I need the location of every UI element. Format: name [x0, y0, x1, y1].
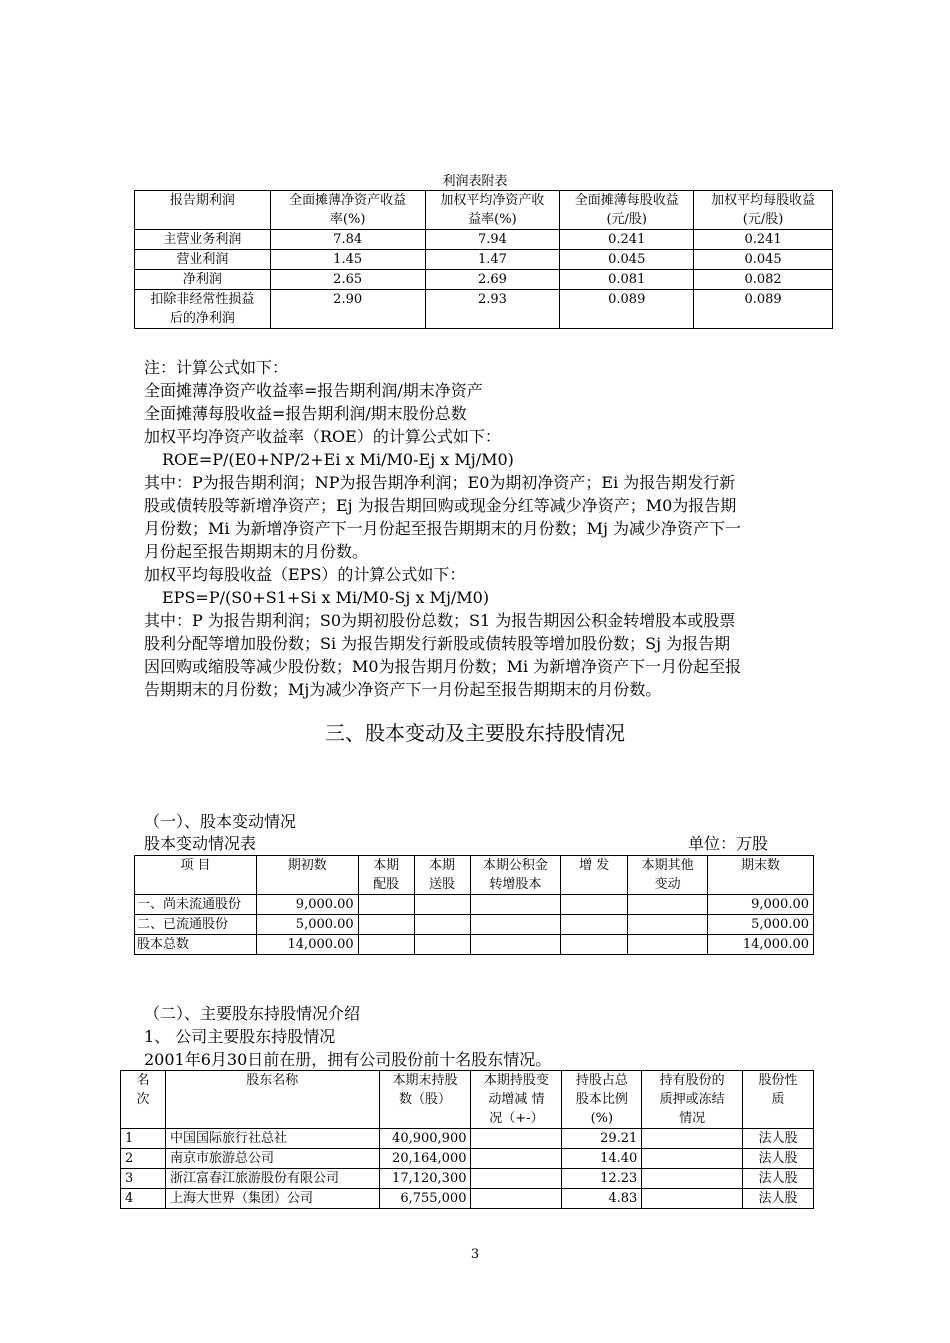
- note-line: 因回购或缩股等减少股份数；M0为报告期月份数；Mi 为新增净资产下一月份起至报: [144, 657, 742, 676]
- note-line: 全面摊薄净资产收益率=报告期利润/期末净资产: [144, 381, 483, 400]
- table-row: [135, 250, 833, 270]
- profit-table-caption: 利润表附表: [442, 174, 508, 189]
- rank-cell: 3: [121, 1169, 166, 1189]
- header-cell: 加权平均净资产收 益率(%): [425, 191, 560, 230]
- table-cell: 5,000.00: [708, 915, 814, 935]
- table-cell: 14,000.00: [256, 935, 358, 955]
- row-label: 股本总数: [135, 935, 257, 955]
- table-cell: 0.081: [560, 270, 694, 290]
- table-row: [135, 230, 833, 250]
- section-title: 三、股本变动及主要股东持股情况: [325, 721, 625, 745]
- table-cell: 1.45: [270, 250, 425, 270]
- table-cell: 9,000.00: [708, 895, 814, 915]
- note-line: 其中：P为报告期利润；NP为报告期净利润；E0为期初净资产；Ei 为报告期发行新: [144, 473, 736, 492]
- header-cell: 增 发: [561, 856, 628, 895]
- table-row: [121, 1189, 814, 1209]
- table-row: [135, 895, 814, 915]
- note-line: 注：计算公式如下：: [144, 358, 289, 377]
- unit-label: 单位：万股: [688, 834, 769, 853]
- table-cell: 9,000.00: [256, 895, 358, 915]
- header-cell: 本期 配股: [358, 856, 414, 895]
- share-change-table: [134, 855, 814, 955]
- row-label: 一、尚未流通股份: [135, 895, 257, 915]
- table-cell: 0.089: [694, 290, 833, 329]
- rank-cell: 2: [121, 1149, 166, 1169]
- table-cell: 2.69: [425, 270, 560, 290]
- rank-cell: 4: [121, 1189, 166, 1209]
- shares-cell: 17,120,300: [379, 1169, 471, 1189]
- row-label: 主营业务利润: [135, 230, 271, 250]
- table-caption: 股本变动情况表: [144, 834, 257, 853]
- table-cell: 0.089: [560, 290, 694, 329]
- note-line: 月份起至报告期期末的月份数。: [144, 542, 369, 561]
- formula-roe: ROE=P/(E0+NP/2+Ei x Mi/M0-Ej x Mj/M0): [162, 450, 514, 469]
- header-cell: 本期其他 变动: [628, 856, 708, 895]
- table-cell: 7.94: [425, 230, 560, 250]
- header-cell: 本期 送股: [414, 856, 470, 895]
- table-cell: 0.241: [694, 230, 833, 250]
- shareholders-table: [120, 1070, 814, 1209]
- note-line: 告期期末的月份数；Mj为减少净资产下一月份起至报告期期末的月份数。: [144, 680, 662, 699]
- header-cell: 股份性 质: [743, 1071, 814, 1129]
- header-cell: 全面摊薄净资产收益 率(%): [270, 191, 425, 230]
- row-label: 二、已流通股份: [135, 915, 257, 935]
- table-cell: 14,000.00: [708, 935, 814, 955]
- header-cell: 报告期利润: [135, 191, 271, 230]
- table-row: [135, 935, 814, 955]
- note-line: 月份数；Mi 为新增净资产下一月份起至报告期期末的月份数；Mj 为减少净资产下一: [144, 519, 742, 538]
- profit-table-header: [135, 191, 833, 230]
- note-line: 股利分配等增加股份数；Si 为报告期发行新股或债转股等增加股份数；Sj 为报告期: [144, 634, 731, 653]
- ratio-cell: 4.83: [562, 1189, 642, 1209]
- header-cell: 本期持股变 动增减 情 况（+-）: [471, 1071, 562, 1129]
- rank-cell: 1: [121, 1129, 166, 1149]
- page-number: 3: [470, 1247, 480, 1262]
- ratio-cell: 12.23: [562, 1169, 642, 1189]
- table-cell: 0.241: [560, 230, 694, 250]
- table-cell: 5,000.00: [256, 915, 358, 935]
- table-cell: 2.90: [270, 290, 425, 329]
- row-label: 扣除非经常性损益 后的净利润: [135, 290, 271, 329]
- note-line: 全面摊薄每股收益=报告期利润/期末股份总数: [144, 404, 467, 423]
- subsection-heading: （二）、主要股东持股情况介绍: [144, 1004, 361, 1023]
- table-row: [135, 290, 833, 329]
- sub-heading: 1、 公司主要股东持股情况: [144, 1027, 336, 1046]
- note-line: 其中：P 为报告期利润；S0为期初股份总数；S1 为报告期因公积金转增股本或股票: [144, 611, 736, 630]
- header-cell: 期末数: [708, 856, 814, 895]
- share-change-header: [135, 856, 814, 895]
- ratio-cell: 14.40: [562, 1149, 642, 1169]
- type-cell: 法人股: [743, 1149, 814, 1169]
- type-cell: 法人股: [743, 1129, 814, 1149]
- header-cell: 本期末持股 数（股）: [379, 1071, 471, 1129]
- shareholder-name: 南京市旅游总公司: [165, 1149, 379, 1169]
- table-row: [121, 1169, 814, 1189]
- description: 2001年6月30日前在册，拥有公司股份前十名股东情况。: [144, 1050, 552, 1069]
- header-cell: 名 次: [121, 1071, 166, 1129]
- header-cell: 项 目: [135, 856, 257, 895]
- shareholder-name: 上海大世界（集团）公司: [165, 1189, 379, 1209]
- ratio-cell: 29.21: [562, 1129, 642, 1149]
- table-cell: 0.045: [560, 250, 694, 270]
- header-cell: 持股占总 股本比例 (%): [562, 1071, 642, 1129]
- type-cell: 法人股: [743, 1189, 814, 1209]
- header-cell: 加权平均每股收益 (元/股): [694, 191, 833, 230]
- shareholders-header: [121, 1071, 814, 1129]
- table-cell: 2.65: [270, 270, 425, 290]
- table-cell: 7.84: [270, 230, 425, 250]
- shareholder-name: 中国国际旅行社总社: [165, 1129, 379, 1149]
- shares-cell: 6,755,000: [379, 1189, 471, 1209]
- header-cell: 股东名称: [165, 1071, 379, 1129]
- profit-table: [134, 190, 833, 329]
- row-label: 营业利润: [135, 250, 271, 270]
- table-row: [121, 1149, 814, 1169]
- header-cell: 持有股份的 质押或冻结 情况: [642, 1071, 743, 1129]
- note-line: 股或债转股等新增净资产；Ej 为报告期回购或现金分红等减少净资产；M0为报告期: [144, 496, 737, 515]
- table-cell: 2.93: [425, 290, 560, 329]
- header-cell: 本期公积金 转增股本: [470, 856, 561, 895]
- header-cell: 期初数: [256, 856, 358, 895]
- table-row: [135, 915, 814, 935]
- shareholder-name: 浙江富春江旅游股份有限公司: [165, 1169, 379, 1189]
- table-cell: 1.47: [425, 250, 560, 270]
- table-cell: 0.082: [694, 270, 833, 290]
- note-line: 加权平均每股收益（EPS）的计算公式如下：: [144, 565, 466, 584]
- type-cell: 法人股: [743, 1169, 814, 1189]
- header-cell: 全面摊薄每股收益 (元/股): [560, 191, 694, 230]
- table-row: [121, 1129, 814, 1149]
- table-cell: 0.045: [694, 250, 833, 270]
- formula-eps: EPS=P/(S0+S1+Si x Mi/M0-Sj x Mj/M0): [162, 588, 490, 607]
- shares-cell: 20,164,000: [379, 1149, 471, 1169]
- table-row: [135, 270, 833, 290]
- row-label: 净利润: [135, 270, 271, 290]
- shares-cell: 40,900,900: [379, 1129, 471, 1149]
- subsection-heading: （一）、股本变动情况: [144, 812, 297, 831]
- note-line: 加权平均净资产收益率（ROE）的计算公式如下：: [144, 427, 501, 446]
